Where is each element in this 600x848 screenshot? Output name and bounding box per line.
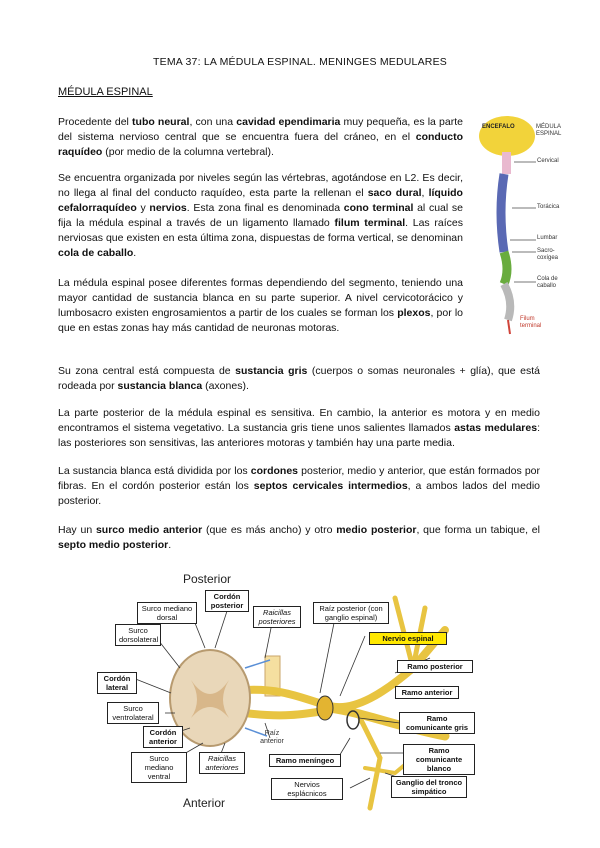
page-title: TEMA 37: LA MÉDULA ESPINAL. MENINGES MEDULARES	[153, 56, 447, 68]
label-surco-ventrolateral: Surco ventrolateral	[107, 702, 159, 724]
label-ganglio-tronco: Ganglio del tronco simpático	[391, 776, 467, 798]
spine-label-cervical: Cervical	[537, 158, 559, 164]
label-cordon-lateral: Cordón lateral	[97, 672, 137, 694]
label-cordon-posterior: Cordón posterior	[205, 590, 249, 612]
label-surco-dorsolateral: Surco dorsolateral	[115, 624, 161, 646]
spine-label-sacro: Sacro-coxígea	[537, 248, 559, 261]
label-ramo-meningeo: Ramo meníngeo	[269, 754, 341, 767]
spinal-ganglion	[317, 696, 333, 720]
label-ramo-anterior: Ramo anterior	[395, 686, 459, 699]
spine-figure	[474, 112, 564, 337]
splanchnic-nerve	[360, 718, 380, 808]
spinal-cord-figure	[95, 568, 475, 838]
label-raiz-anterior: Raíz anterior	[260, 730, 284, 745]
cervical-segment	[502, 152, 511, 174]
paragraph-1: Procedente del tubo neural, con una cavidad ependimaria muy pequeña, es la parte del sistema nervioso central que se encuentra fuera del cráneo, en el conducto raquídeo (por medio de la columna vertebral).	[58, 116, 463, 158]
label-ramo-comunicante-gris: Ramo comunicante gris	[399, 712, 475, 734]
label-posterior: Posterior	[183, 572, 232, 586]
spine-label-medula: MÉDULA ESPINAL	[536, 124, 562, 137]
paragraph-5: La parte posterior de la médula espinal es sensitiva. En cambio, la anterior es motora y en medio encontramos el sistema vegetativo. La sustancia gris tiene unos salientes llamados astas medulares: las posteriores son sensitivas, las anteriores motoras y también hay una parte media.	[58, 407, 540, 449]
paragraph-2: Se encuentra organizada por niveles según las vértebras, agotándose en L2. Es decir, no llega al final del conducto raquídeo, esta parte la rellenan el saco dural, líquido cefalorraquídeo y nervios. Esta zona final es denominada cono terminal al cual se fija la médula espinal a través de un ligamento llamado filum terminal. Las raíces nerviosas que existen en esta última zona, dispuestas de forma vertical, se denominan cola de caballo.	[58, 172, 463, 259]
label-raicillas-posteriores: Raicillas posteriores	[253, 606, 301, 628]
label-ramo-posterior: Ramo posterior	[397, 660, 473, 673]
label-surco-mediano-ventral: Surco mediano ventral	[131, 752, 187, 783]
label-raiz-posterior: Raíz posterior (con ganglio espinal)	[313, 602, 389, 624]
paragraph-4: Su zona central está compuesta de sustancia gris (cuerpos o somas neuronales + glía), que está rodeada por sustancia blanca (axones).	[58, 365, 540, 392]
paragraph-6: La sustancia blanca está dividida por los cordones posterior, medio y anterior, que están formados por fibras. En el cordón posterior están los septos cervicales intermedios, a ambos lados del medio posterior.	[58, 465, 540, 507]
lumbar-segment	[504, 252, 507, 284]
label-anterior: Anterior	[183, 796, 226, 810]
spine-label-cola: Cola de caballo	[537, 276, 558, 289]
filum-line	[508, 320, 510, 334]
spine-illustration	[474, 112, 564, 337]
label-nervio-espinal: Nervio espinal	[369, 632, 447, 645]
spine-label-encefalo: ENCEFALO	[482, 124, 515, 130]
thoracic-segment	[501, 174, 504, 252]
spine-label-lumbar: Lumbar	[537, 235, 558, 241]
brain-shape	[479, 116, 535, 156]
spine-label-toracica: Torácica	[537, 204, 560, 210]
label-raicillas-anteriores: Raicillas anteriores	[199, 752, 245, 774]
sacral-segment	[504, 284, 510, 320]
paragraph-7: Hay un surco medio anterior (que es más ancho) y otro medio posterior, que forma un tabique, el septo medio posterior.	[58, 524, 540, 551]
paragraph-3: La médula espinal posee diferentes formas dependiendo del segmento, teniendo una mayor cantidad de sustancia blanca en su parte superior. A nivel cervicotorácico y lumbosacro existen engrosamientos a partir de los cuales se forman los plexos, por lo que en estas zonas hay más cantidad de neuronas motoras.	[58, 277, 463, 334]
spine-label-filum: Filum terminal	[520, 316, 542, 329]
label-nervios-esplacnicos: Nervios esplácnicos	[271, 778, 343, 800]
label-ramo-comunicante-blanco: Ramo comunicante blanco	[403, 744, 475, 775]
label-cordon-anterior: Cordón anterior	[143, 726, 183, 748]
section-heading: MÉDULA ESPINAL	[58, 86, 153, 98]
label-surco-mediano-dorsal: Surco mediano dorsal	[137, 602, 197, 624]
